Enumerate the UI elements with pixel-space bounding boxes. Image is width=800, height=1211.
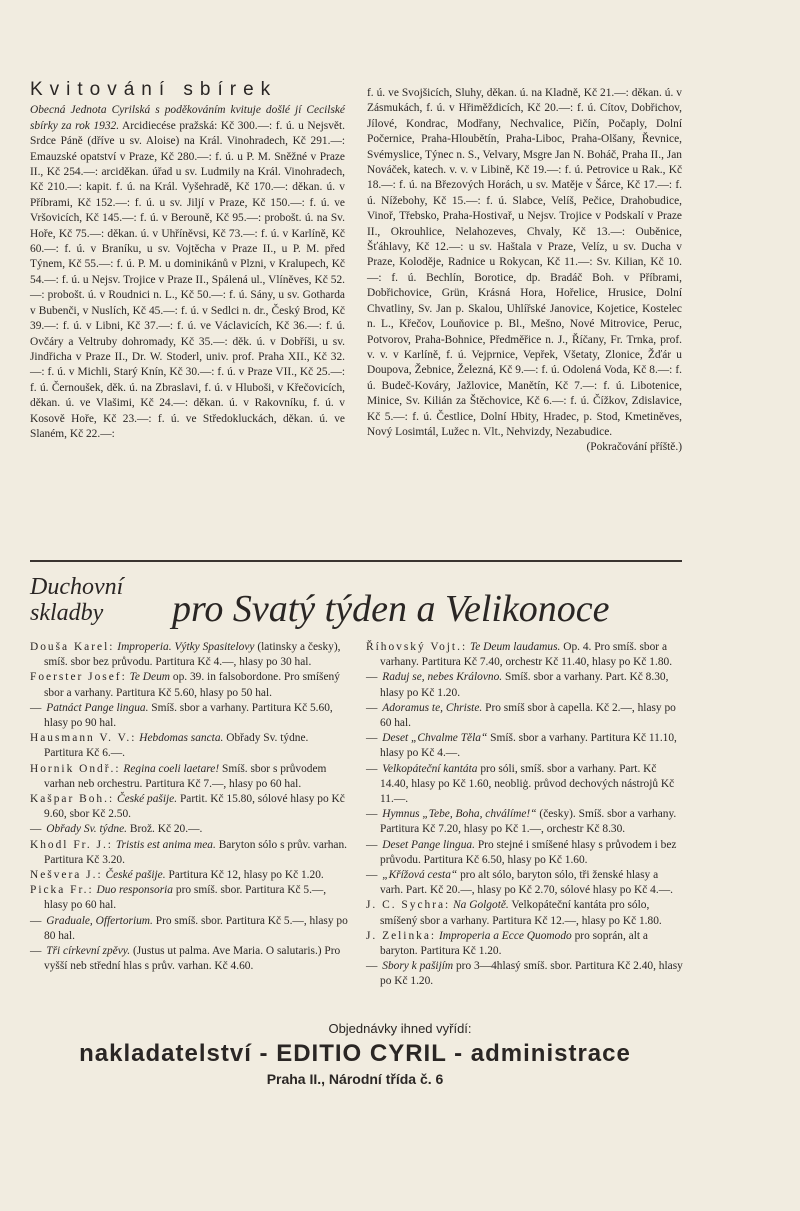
catalog-details: Partitura Kč 12, hlasy po Kč 1.20.: [168, 869, 324, 882]
catalog-author: —: [366, 808, 380, 821]
catalog-author: —: [366, 960, 380, 973]
catalog-author: Khodl Fr. J.:: [30, 838, 113, 851]
catalog-work-title: Adoramus te, Christe.: [382, 701, 483, 714]
catalog-details: Baryton sólo s prův. varhan. Partitura Kč 3.20.: [44, 838, 348, 866]
catalog-entry: [366, 868, 684, 898]
catalog-work-title: Patnáct Pange lingua.: [46, 701, 149, 714]
catalog-entry: [30, 701, 348, 731]
catalog-entry: [30, 731, 348, 761]
section-title-small-line1: Duchovní: [30, 574, 124, 600]
catalog-work-title: Tristis est anima mea.: [115, 838, 216, 851]
catalog-entry: [30, 944, 348, 974]
publisher-name: nakladatelství - EDITIO CYRIL - administrace: [79, 1040, 631, 1067]
catalog-details: (latinsky a česky), smíš. sbor bez průvodu. Partitura Kč 4.—, hlasy po 30 hal.: [44, 641, 341, 669]
catalog-details: pro soprán, alt a baryton. Partitura Kč 1.20.: [380, 929, 648, 958]
section-title-small-line2: skladby: [30, 600, 104, 626]
catalog-details: Obřady Sv. týdne. Partitura Kč 6.—.: [44, 732, 309, 760]
catalog-work-title: Deset Pange lingua.: [382, 838, 475, 851]
catalog-work-title: České pašije.: [105, 869, 166, 882]
catalog-entry: [30, 868, 348, 883]
catalog-work-title: Sbory k pašijím: [382, 960, 454, 973]
catalog-entry: [30, 670, 348, 700]
catalog-author: Douša Karel:: [30, 641, 115, 653]
catalog-entry: [30, 838, 348, 868]
receipts-intro: Obecná Jednota Cyrilská s poděkováním kvituje došlé jí Cecilské sbírky za rok 1932.: [30, 104, 345, 132]
catalog-entry: [366, 670, 684, 700]
catalog-details: (česky). Smíš. sbor a varhany. Partitura Kč 7.20, hlasy po Kč 1.—, orchestr Kč 8.30.: [380, 808, 677, 836]
catalog-work-title: „Křížová cesta“: [382, 869, 458, 882]
catalog-author: —: [30, 945, 44, 958]
catalog-work-title: Na Golgotě.: [453, 899, 509, 912]
catalog-author: —: [30, 914, 44, 927]
catalog-work-title: Regina coeli laetare!: [123, 762, 220, 775]
catalog-details: Smíš. sbor a varhany. Part. Kč 8.30, hlasy po Kč 1.20.: [380, 671, 669, 699]
catalog-author: —: [366, 869, 380, 882]
catalog-details: Smíš. sbor s průvodem varhan neb orchestru. Partitura Kč 7.—, hlasy po 60 hal.: [44, 762, 327, 790]
catalog-entry: [30, 792, 348, 822]
receipts-right-column: [367, 86, 682, 456]
catalog-entry: [366, 898, 684, 928]
catalog-work-title: Duo responsoria: [96, 884, 174, 897]
section-divider: [30, 560, 682, 562]
catalog-details: Brož. Kč 20.—.: [129, 823, 203, 836]
catalog-details: Pro stejné i smíšené hlasy s průvodem i bez průvodu. Partitura Kč 6.50, hlasy po Kč 1.60.: [380, 838, 677, 866]
catalog-entry: [366, 959, 684, 989]
catalog-author: J. Zelinka:: [366, 929, 437, 942]
catalog-details: op. 39. in falsobordone. Pro smíšený sbor a varhany. Partitura Kč 5.60, hlasy po 50 hal.: [44, 671, 340, 699]
catalog-work-title: Graduale, Offertorium.: [46, 914, 153, 927]
catalog-entry: [366, 807, 684, 837]
catalog-details: Pro smíš. sbor. Partitura Kč 5.—, hlasy po 80 hal.: [44, 914, 348, 942]
catalog-details: pro 3—4hlasý smíš. sbor. Partitura Kč 2.40, hlasy po Kč 1.20.: [380, 960, 683, 988]
section-title-small: [30, 574, 123, 626]
catalog-author: Říhovský Vojt.:: [366, 641, 468, 653]
catalog-work-title: České pašije.: [116, 793, 178, 806]
catalog-author: Hornik Ondř.:: [30, 762, 121, 775]
catalog-work-title: Hymnus „Tebe, Boha, chválíme!“: [382, 808, 537, 821]
catalog-author: J. C. Sychra:: [366, 899, 451, 912]
catalog-author: Hausmann V. V.:: [30, 732, 137, 745]
catalog-work-title: Te Deum laudamus.: [469, 641, 561, 653]
receipts-left-text: Arcidiecése pražská: Kč 300.—: f. ú. u Nejsvět. Srdce Páně (dříve u sv. Aloise) na Král. Vinohradech, Kč 291.—: Emauzské opatství v Praze, Kč 280.—: f. ú. u P. M. Sněžné v Praze II., Kč 254.—: arciděkan. úřad u sv. Ludmily na Král. Vinohradech, Kč 210.—: kapit. f. ú. na Král. Vyšehradě, Kč 170.—: děkan. ú. v Příbrami, Kč 152.—: f. ú. u sv. Jiljí v Praze, Kč 150.—: f. ú. ve Vršovicích, Kč 145.—: f. ú. v Berouně, Kč 95.—: probošt. ú. na Sv. Hoře, Kč 75.—: děkan. ú. v Uhříněvsi, Kč 73.—: f. ú. v Karlíně, Kč 60.—: f. ú. v Braníku, u sv. Vojtěcha v Praze II., u P. M. před Týnem, Kč 55.—: f. ú. P. M. u dominikánů v Plzni, v Kralupech, Kč 54.—: f. ú. u Nejsv. Trojice v Praze II., Spálená ul., Vlíněves, Kč 52.—: probošt. ú. v Roudnici n. L., Kč 50.—: f. ú. Sány, u sv. Gotharda v Bubenči, v Nuslích, Kč 45.—: f. ú. v Sedlci n. dr., Český Brod, Kč 39.—: f. ú. v Libni, Kč 37.—: f. ú. ve Václavicích, Kč 36.—: f. ú. Ovčáry a Veltruby dohromady, Kč 35.—: děk. ú. v Dobříši, u sv. Jindřicha v Praze II., Dr. W. Stoderl, univ. prof. Praha XII., Kč 32.—: f. ú. v Michli, Starý Knín, Kč 30.—: f. ú. v Praze VII., Kč 25.—: f. ú. Černoušek, děk. ú. na Zbraslavi, f. ú. v Hluboši, v Křečovicích, děkan. ú. ve Vlašimi, Kč 24.—: děkan. ú. v Rakovníku, f. ú. v Kosově Hoře, Kč 23.—: f. ú. ve Středokluckách, děkan. ú. ve Slaném, Kč 22.—:: [30, 119, 345, 440]
catalog-details: Velkopáteční kantáta pro sólo, smíšený sbor a varhany. Partitura Kč 12.—, hlasy po Kč 1.80.: [380, 899, 662, 927]
catalog-work-title: Improperia. Výtky Spasitelovy: [117, 641, 255, 653]
catalog-left-column: [30, 640, 348, 974]
catalog-work-title: Obřady Sv. týdne.: [46, 823, 128, 836]
catalog-details: Op. 4. Pro smíš. sbor a varhany. Partitura Kč 7.40, orchestr Kč 11.40, hlasy po Kč 1.80.: [380, 641, 673, 669]
catalog-entry: [30, 822, 348, 837]
catalog-author: —: [366, 701, 380, 714]
catalog-details: Smíš. sbor a varhany. Partitura Kč 11.10, hlasy po Kč 4.—.: [380, 732, 677, 760]
catalog-entry: [30, 640, 348, 670]
catalog-work-title: Raduj se, nebes Královno.: [382, 671, 503, 684]
catalog-details: Smíš. sbor a varhany. Partitura Kč 5.60, hlasy po 90 hal.: [44, 701, 333, 730]
catalog-entry: [366, 929, 684, 959]
catalog-entry: [30, 914, 348, 944]
section-title-main: pro Svatý týden a Velikonoce: [172, 588, 610, 630]
catalog-details: Pro smíš sbor à capella. Kč 2.—, hlasy po 60 hal.: [380, 701, 676, 730]
catalog-author: —: [366, 838, 380, 851]
catalog-work-title: Deset „Chvalme Těla“: [382, 732, 488, 745]
catalog-author: —: [366, 762, 380, 775]
catalog-right-column: [366, 640, 684, 990]
continued-note: (Pokračování příště.): [586, 441, 682, 454]
catalog-entry: [366, 701, 684, 731]
catalog-author: Picka Fr.:: [30, 884, 94, 897]
catalog-details: pro alt sólo, baryton sólo, tři ženské hlasy a varh. Part. Kč 20.—, hlasy po Kč 2.70, sólové hlasy po Kč 4.—.: [380, 869, 673, 897]
catalog-author: —: [366, 732, 380, 745]
catalog-details: (Justus ut palma. Ave Maria. O salutaris.) Pro vyšší neb střední hlas s prův. varhan. Kč 4.60.: [44, 945, 341, 973]
catalog-entry: [30, 762, 348, 792]
catalog-work-title: Velkopáteční kantáta: [382, 762, 478, 775]
catalog-entry: [366, 731, 684, 761]
catalog-entry: [30, 883, 348, 913]
catalog-author: —: [366, 671, 380, 684]
catalog-details: pro sóli, smíš. sbor a varhany. Part. Kč 14.40, hlasy po Kč 1.60, neobliġ. průvod dechových nástrojů Kč 11.—.: [380, 762, 675, 806]
catalog-work-title: Hebdomas sancta.: [139, 732, 224, 745]
catalog-author: Kašpar Boh.:: [30, 793, 115, 806]
catalog-author: Foerster Josef:: [30, 671, 127, 684]
order-line: Objednávky ihned vyřídí:: [328, 1021, 472, 1036]
catalog-author: Nešvera J.:: [30, 869, 103, 882]
catalog-entry: [366, 640, 684, 670]
catalog-work-title: Tři církevní zpěvy.: [46, 945, 131, 958]
catalog-details: pro smíš. sbor. Partitura Kč 5.—, hlasy po 60 hal.: [44, 884, 327, 912]
catalog-author: —: [30, 823, 44, 836]
catalog-details: Partit. Kč 15.80, sólové hlasy po Kč 9.60, sbor Kč 2.50.: [44, 793, 345, 821]
receipts-left-column: [30, 79, 345, 442]
catalog-work-title: Improperia a Ecce Quomodo: [438, 929, 572, 942]
catalog-entry: [366, 838, 684, 868]
publisher-address: Praha II., Národní třída č. 6: [266, 1071, 444, 1087]
catalog-author: —: [30, 701, 44, 714]
catalog-work-title: Te Deum: [129, 671, 171, 684]
receipts-title: Kvitování sbírek: [30, 79, 278, 100]
catalog-entry: [366, 762, 684, 808]
receipts-right-text: f. ú. ve Svojšicích, Sluhy, děkan. ú. na Kladně, Kč 21.—: děkan. ú. v Zásmukách, f. ú. v Hřiměždicích, Kč 20.—: f. ú. Cítov, Dobřichov, Jílové, Kondrac, Modřany, Nechvalice, Pičín, Počaply, Dolní Počernice, Praha-Hloubětín, Praha-Liboc, Praha-Olšany, Řevnice, Svémyslice, Týnec n. S., Velvary, Msgre Jan N. Boháč, Praha II., Jan Nováček, katech. v. v. v Libině, Kč 19.—: f. ú. Petrovice u Rak., Kč 18.—: f. ú. na Březových Horách, u sv. Matěje v Šárce, Kč 17.—: f. ú. Nížebohy, Kč 15.—: f. ú. Slabce, Velíš, Pečice, Drahobudice, Vinoř, Třebsko, Praha-Hostivař, u Nejsv. Trojice v Podskalí v Praze II., Okrouhlice, Nelahozeves, Chvaly, Kč 13.—: Ouběnice, Šťáhlavy, Kč 12.—: u sv. Haštala v Praze, Velíz, u sv. Ducha v Praze, Koloděje, Radnice u Rokycan, Kč 11.—: Sv. Kilian, Kč 10.—: f. ú. Bechlín, Borotice, dp. Bradáč Boh. v Příbrami, Dobřichovice, Grün, Krásná Hora, Hořelice, Hrusice, Dolní Chvatliny, Sv. Jan p. Skalou, Uhlířské Janovice, Kojetice, Kostelec n. L., Křečov, Louňovice p. Bl., Mešno, Nové Mitrovice, Peruc, Potvorov, Praha-Bohnice, Předměřice n. J., Říčany, Fr. Trnka, prof. v. v. v Karlíně, f. ú. Vejprnice, Vepřek, Všetaty, Zlonice, Žďár u Doupova, Žebnice, Železná, Kč 9.—: f. ú. Odolená Voda, Kč 8.—: f. ú. Budeč-Kováry, Jažlovice, Manětín, Kč 7.—: f. ú. Libotenice, Minice, Sv. Kilián za Štěchovice, Kč 6.—: f. ú. Čížkov, Zdislavice, Kč 5.—: f. ú. Čestlice, Dolní Hbity, Hradec, p. Stod, Kmetiněves, Nový Losimtál, Lužec n. Vlt., Nehvizdy, Nezabudice.: [367, 87, 682, 438]
